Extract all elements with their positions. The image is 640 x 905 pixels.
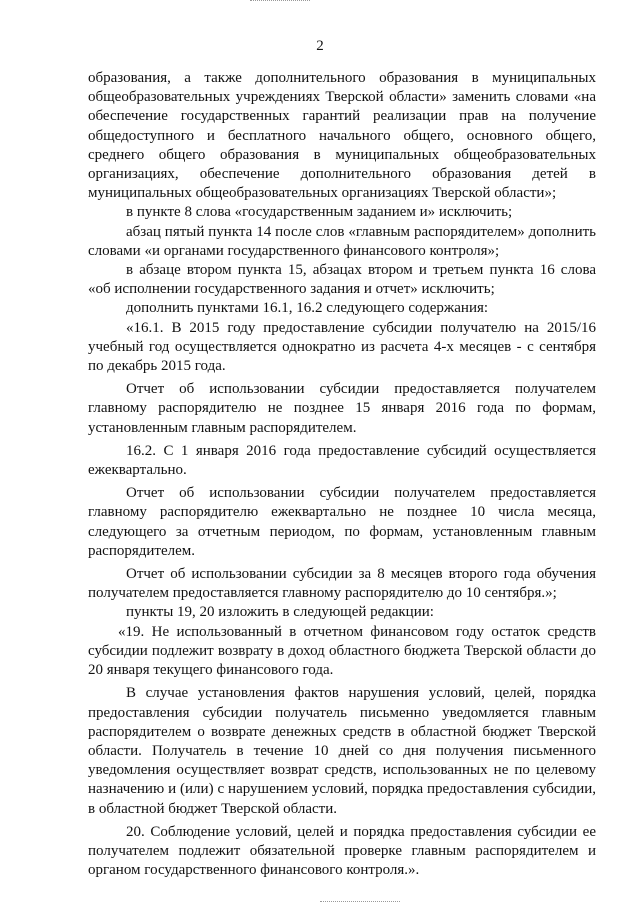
- paragraph-1: образования, а также дополнительного образования в муниципальных общеобразовательных учреждениях Тверской области» заменить словами «на обеспечение государственных гарантий реализации прав на получение общедоступного и бесплатного начального общего, основного общего, среднего общего образования в муниципальных общеобразовательных организациях, обеспечение дополнительного образования детей в муниципальных общеобразовательных организациях Тверской области»;: [88, 70, 596, 202]
- scan-artifact-top: [250, 0, 310, 3]
- paragraph-12: «19. Не использованный в отчетном финансовом году остаток средств субсидии подлежит возврату в доход областного бюджета Тверской области до 20 января текущего финансового года.: [88, 623, 596, 679]
- paragraph-4: в абзаце втором пункта 15, абзацах втором и третьем пункта 16 слова «об исполнении государственного задания и отчет» исключить;: [88, 262, 596, 298]
- paragraph-5: дополнить пунктами 16.1, 16.2 следующего содержания:: [126, 300, 489, 317]
- paragraph-7: Отчет об использовании субсидии предоставляется получателем главному распорядителю не позднее 15 января 2016 года по формам, установленным главным распорядителем.: [88, 381, 596, 436]
- paragraph-9: Отчет об использовании субсидии получателем предоставляется главному распорядителю ежеквартально не позднее 10 числа месяца, следующего за отчетным периодом, по формам, установленным главным распорядителем.: [88, 485, 596, 559]
- page-number: 2: [316, 38, 324, 54]
- paragraph-14: 20. Соблюдение условий, целей и порядка предоставления субсидии ее получателем подлежит обязательной проверке главным распорядителем и органом государственного финансового контроля.».: [88, 823, 596, 879]
- paragraph-13: В случае установления фактов нарушения условий, целей, порядка предоставления субсидии получатель письменно уведомляется главным распорядителем о возврате денежных средств в областной бюджет Тверской области. Получатель в течение 10 дней со дня получения письменного уведомления осуществляет возврат средств, использованных не по целевому назначению и (или) с нарушением условий, порядка предоставления субсидии, в областной бюджет Тверской области.: [88, 685, 596, 817]
- paragraph-3: абзац пятый пункта 14 после слов «главным распорядителем» дополнить словами «и органами государственного финансового контроля»;: [88, 223, 596, 259]
- document-body: [88, 69, 596, 880]
- scan-artifact-bottom: [320, 901, 400, 903]
- paragraph-11: пункты 19, 20 изложить в следующей редакции:: [126, 604, 434, 621]
- paragraph-10: Отчет об использовании субсидии за 8 месяцев второго года обучения получателем предоставляется главному распорядителю до 10 сентября.»;: [88, 566, 596, 602]
- paragraph-2: в пункте 8 слова «государственным заданием и» исключить;: [126, 204, 513, 221]
- paragraph-6: «16.1. В 2015 году предоставление субсидии получателю на 2015/16 учебный год осуществляется однократно из расчета 4-х месяцев - с сентября по декабрь 2015 года.: [88, 319, 596, 375]
- paragraph-8: 16.2. С 1 января 2016 года предоставление субсидий осуществляется ежеквартально.: [88, 442, 596, 479]
